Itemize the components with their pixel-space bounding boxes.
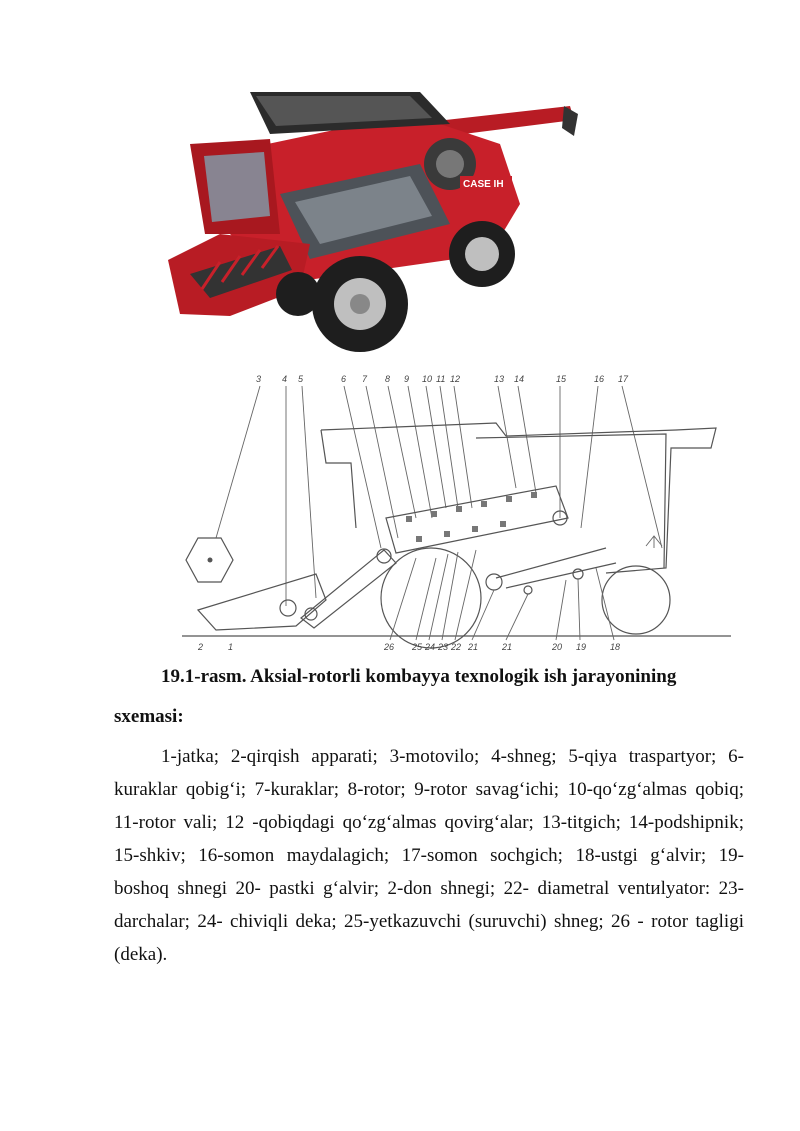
label-18: 18 [610, 642, 621, 652]
label-9: 9 [404, 374, 410, 384]
label-5: 5 [298, 374, 304, 384]
label-1: 1 [228, 642, 234, 652]
legend-paragraph: 1-jatka; 2-qirqish apparati; 3-motovilo; 4-shneg; 5-qiya traspartyor; 6-kuraklar qobig‘i; 7-kuraklar; 8-rotor; 9-rotor savag‘ichi; 10-qo‘zg‘almas qobiq; 11-rotor vali; 12 -qobiqdagi qo‘zg‘almas qovirg‘alar; 13-titgich; 14-podshipnik; 15-shkiv; 16-somon maydalagich; 17-somon sochgich; 18-ustgi g‘alvir; 19-boshoq shnegi 20- pastki g‘alvir; 2-don shnegi; 22- diametral ventиlyator: 23-darchalar; 24- chiviqli deka; 25-yetkazuvchi (suruvchi) shneg; 26 - rotor tagligi (deka). [114, 746, 744, 965]
label-23: 23 [438, 642, 449, 652]
label-16: 16 [594, 374, 605, 384]
label-6: 6 [341, 374, 347, 384]
figure-caption-line1: 19.1-rasm. Aksial-rotorli kombayya texnologik ish jarayonining [161, 666, 677, 687]
label-7: 7 [362, 374, 368, 384]
label-21b: 21 [468, 642, 479, 652]
label-25: 25 [412, 642, 423, 652]
label-22: 22 [451, 642, 462, 652]
label-2: 2 [198, 642, 204, 652]
label-21: 21 [502, 642, 513, 652]
figure-caption-line2: sxemasi: [114, 706, 184, 727]
label-4: 4 [282, 374, 288, 384]
top-labels [256, 374, 629, 384]
label-26: 26 [384, 642, 395, 652]
label-19: 19 [576, 642, 587, 652]
cab-glass [204, 152, 270, 222]
label-24: 24 [425, 642, 436, 652]
label-17: 17 [618, 374, 629, 384]
label-20: 20 [552, 642, 563, 652]
process-diagram [176, 368, 736, 658]
label-15: 15 [556, 374, 567, 384]
label-3: 3 [256, 374, 262, 384]
label-8: 8 [385, 374, 391, 384]
label-11: 11 [436, 374, 446, 384]
brand-logo: CASE IH [463, 179, 504, 190]
label-12: 12 [450, 374, 461, 384]
label-13: 13 [494, 374, 505, 384]
bottom-labels [197, 642, 620, 652]
label-14: 14 [514, 374, 525, 384]
label-10: 10 [422, 374, 433, 384]
combine-harvester-photo [160, 84, 580, 360]
diagram-rear-wheel [602, 566, 670, 634]
